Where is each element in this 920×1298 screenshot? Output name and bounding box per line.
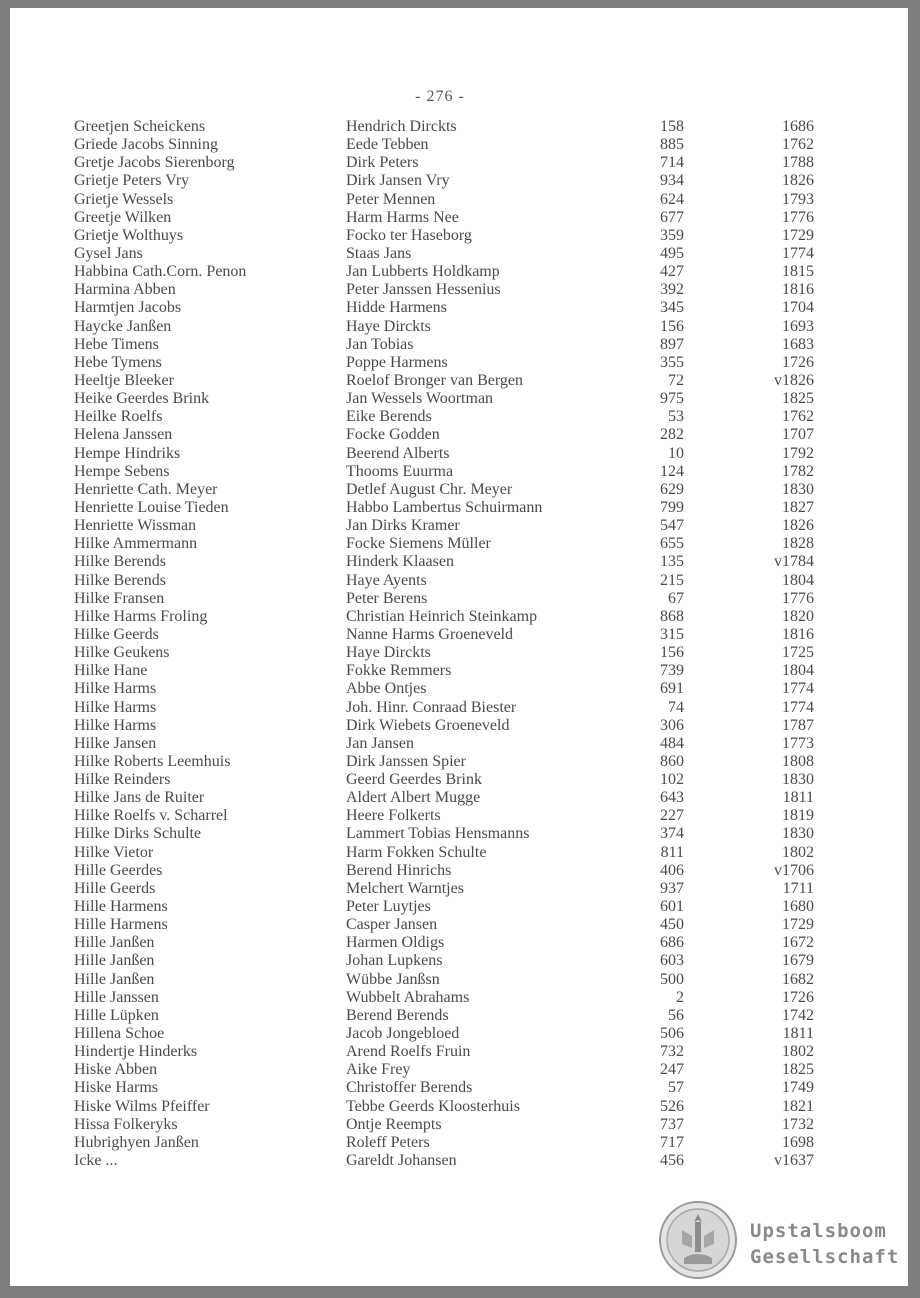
spouse-cell: Geerd Geerdes Brink xyxy=(346,771,482,789)
number-cell: 74 xyxy=(668,698,684,716)
year-cell: 1732 xyxy=(782,1115,814,1133)
number-cell: 282 xyxy=(660,426,684,444)
year-cell: 1830 xyxy=(782,480,814,498)
table-row xyxy=(74,608,834,626)
spouse-cell: Berend Hinrichs xyxy=(346,861,452,879)
spouse-cell: Staas Jans xyxy=(346,244,412,262)
table-row xyxy=(74,590,834,608)
name-cell: Hilke Roelfs v. Scharrel xyxy=(74,807,228,825)
year-cell: 1808 xyxy=(782,752,814,770)
spouse-cell: Aldert Albert Mugge xyxy=(346,789,481,807)
spouse-cell: Jan Wessels Woortman xyxy=(346,390,494,408)
spouse-cell: Roleff Peters xyxy=(346,1133,430,1151)
table-row xyxy=(74,626,834,644)
year-cell: 1816 xyxy=(782,281,814,299)
spouse-cell: Ontje Reempts xyxy=(346,1115,442,1133)
name-cell: Gysel Jans xyxy=(74,244,143,262)
table-row xyxy=(74,572,834,590)
spouse-cell: Tebbe Geerds Kloosterhuis xyxy=(346,1097,520,1115)
year-cell: 1683 xyxy=(782,335,814,353)
name-cell: Helena Janssen xyxy=(74,426,173,444)
table-row xyxy=(74,245,834,263)
table-row xyxy=(74,227,834,245)
year-cell: 1830 xyxy=(782,771,814,789)
spouse-cell: Abbe Ontjes xyxy=(346,680,427,698)
table-row xyxy=(74,118,834,136)
table-row xyxy=(74,408,834,426)
number-cell: 860 xyxy=(660,752,684,770)
number-cell: 345 xyxy=(660,299,684,317)
spouse-cell: Eike Berends xyxy=(346,408,432,426)
number-cell: 72 xyxy=(668,371,684,389)
spouse-cell: Habbo Lambertus Schuirmann xyxy=(346,498,543,516)
spouse-cell: Joh. Hinr. Conraad Biester xyxy=(346,698,517,716)
year-cell: 1811 xyxy=(782,789,814,807)
name-cell: Hille Janßen xyxy=(74,970,155,988)
year-cell: 1680 xyxy=(782,898,814,916)
number-cell: 677 xyxy=(660,208,684,226)
name-cell: Hindertje Hinderks xyxy=(74,1043,198,1061)
name-cell: Hilke Berends xyxy=(74,571,166,589)
spouse-cell: Fokke Remmers xyxy=(346,662,452,680)
table-row xyxy=(74,952,834,970)
year-cell: 1776 xyxy=(782,589,814,607)
number-cell: 547 xyxy=(660,517,684,535)
year-cell: 1792 xyxy=(782,444,814,462)
spouse-cell: Christian Heinrich Steinkamp xyxy=(346,607,538,625)
year-cell: 1826 xyxy=(782,517,814,535)
spouse-cell: Nanne Harms Groeneveld xyxy=(346,625,514,643)
spouse-cell: Berend Berends xyxy=(346,1006,449,1024)
spouse-cell: Heere Folkerts xyxy=(346,807,441,825)
number-cell: 392 xyxy=(660,281,684,299)
spouse-cell: Arend Roelfs Fruin xyxy=(346,1043,471,1061)
table-row xyxy=(74,971,834,989)
name-cell: Hiske Harms xyxy=(74,1079,158,1097)
spouse-cell: Gareldt Johansen xyxy=(346,1152,457,1170)
year-cell: 1788 xyxy=(782,154,814,172)
number-cell: 603 xyxy=(660,952,684,970)
table-row xyxy=(74,1079,834,1097)
name-cell: Hille Janßen xyxy=(74,952,155,970)
table-row xyxy=(74,517,834,535)
spouse-cell: Jan Tobias xyxy=(346,335,414,353)
number-cell: 215 xyxy=(660,571,684,589)
spouse-cell: Casper Jansen xyxy=(346,916,438,934)
table-row xyxy=(74,825,834,843)
year-cell: 1820 xyxy=(782,607,814,625)
year-cell: v1784 xyxy=(774,553,814,571)
table-row xyxy=(74,916,834,934)
name-cell: Heilke Roelfs xyxy=(74,408,163,426)
name-cell: Hilke Ammermann xyxy=(74,535,198,553)
year-cell: 1742 xyxy=(782,1006,814,1024)
spouse-cell: Hendrich Dirckts xyxy=(346,118,457,135)
name-cell: Hilke Dirks Schulte xyxy=(74,825,202,843)
number-cell: 624 xyxy=(660,190,684,208)
number-cell: 714 xyxy=(660,154,684,172)
number-cell: 124 xyxy=(660,462,684,480)
table-row xyxy=(74,880,834,898)
name-cell: Heeltje Bleeker xyxy=(74,371,174,389)
year-cell: 1762 xyxy=(782,136,814,154)
year-cell: 1704 xyxy=(782,299,814,317)
spouse-cell: Beerend Alberts xyxy=(346,444,450,462)
name-cell: Hebe Timens xyxy=(74,335,159,353)
year-cell: 1782 xyxy=(782,462,814,480)
number-cell: 937 xyxy=(660,879,684,897)
number-cell: 156 xyxy=(660,317,684,335)
number-cell: 732 xyxy=(660,1043,684,1061)
spouse-cell: Jacob Jongebloed xyxy=(346,1025,460,1043)
table-row xyxy=(74,898,834,916)
name-cell: Habbina Cath.Corn. Penon xyxy=(74,263,247,281)
year-cell: 1793 xyxy=(782,190,814,208)
name-cell: Hille Harmens xyxy=(74,916,168,934)
year-cell: 1821 xyxy=(782,1097,814,1115)
name-cell: Heike Geerdes Brink xyxy=(74,390,210,408)
table-row xyxy=(74,553,834,571)
spouse-cell: Thooms Euurma xyxy=(346,462,454,480)
name-cell: Griede Jacobs Sinning xyxy=(74,136,218,154)
table-row xyxy=(74,154,834,172)
name-cell: Haycke Janßen xyxy=(74,317,172,335)
year-cell: 1773 xyxy=(782,734,814,752)
year-cell: v1826 xyxy=(774,371,814,389)
name-cell: Hilke Harms xyxy=(74,680,157,698)
table-row xyxy=(74,807,834,825)
number-cell: 10 xyxy=(668,444,684,462)
spouse-cell: Hidde Harmens xyxy=(346,299,447,317)
table-row xyxy=(74,191,834,209)
name-cell: Hilke Jansen xyxy=(74,734,157,752)
table-row xyxy=(74,717,834,735)
table-row xyxy=(74,535,834,553)
number-cell: 500 xyxy=(660,970,684,988)
name-cell: Hebe Tymens xyxy=(74,353,162,371)
spouse-cell: Peter Luytjes xyxy=(346,898,431,916)
number-cell: 526 xyxy=(660,1097,684,1115)
number-cell: 67 xyxy=(668,589,684,607)
number-cell: 135 xyxy=(660,553,684,571)
number-cell: 484 xyxy=(660,734,684,752)
number-cell: 495 xyxy=(660,244,684,262)
number-cell: 306 xyxy=(660,716,684,734)
year-cell: 1816 xyxy=(782,625,814,643)
year-cell: 1804 xyxy=(782,662,814,680)
number-cell: 686 xyxy=(660,934,684,952)
number-cell: 975 xyxy=(660,390,684,408)
name-cell: Hilke Reinders xyxy=(74,771,171,789)
table-row xyxy=(74,209,834,227)
year-cell: 1726 xyxy=(782,353,814,371)
number-cell: 158 xyxy=(660,118,684,135)
spouse-cell: Harmen Oldigs xyxy=(346,934,445,952)
number-cell: 885 xyxy=(660,136,684,154)
name-cell: Hille Geerds xyxy=(74,879,156,897)
year-cell: 1774 xyxy=(782,680,814,698)
number-cell: 315 xyxy=(660,625,684,643)
name-cell: Hillena Schoe xyxy=(74,1025,165,1043)
table-row xyxy=(74,136,834,154)
table-row xyxy=(74,499,834,517)
number-cell: 691 xyxy=(660,680,684,698)
table-row xyxy=(74,336,834,354)
table-row xyxy=(74,1152,834,1170)
table-row xyxy=(74,862,834,880)
table-row xyxy=(74,644,834,662)
spouse-cell: Melchert Warntjes xyxy=(346,879,464,897)
spouse-cell: Jan Lubberts Holdkamp xyxy=(346,263,500,281)
number-cell: 799 xyxy=(660,498,684,516)
table-row xyxy=(74,680,834,698)
number-cell: 897 xyxy=(660,335,684,353)
year-cell: 1686 xyxy=(782,118,814,135)
year-cell: 1815 xyxy=(782,263,814,281)
table-row xyxy=(74,354,834,372)
name-cell: Hilke Berends xyxy=(74,553,166,571)
number-cell: 655 xyxy=(660,535,684,553)
name-cell: Hilke Jans de Ruiter xyxy=(74,789,205,807)
year-cell: 1830 xyxy=(782,825,814,843)
society-brand xyxy=(750,1218,899,1270)
spouse-cell: Haye Ayents xyxy=(346,571,427,589)
name-cell: Hilke Geerds xyxy=(74,625,159,643)
spouse-cell: Harm Fokken Schulte xyxy=(346,843,487,861)
table-row xyxy=(74,1116,834,1134)
year-cell: 1804 xyxy=(782,571,814,589)
brand-line-2: Gesellschaft xyxy=(750,1246,900,1268)
number-cell: 53 xyxy=(668,408,684,426)
spouse-cell: Dirk Wiebets Groeneveld xyxy=(346,716,510,734)
table-row xyxy=(74,390,834,408)
table-row xyxy=(74,1043,834,1061)
year-cell: 1787 xyxy=(782,716,814,734)
name-cell: Icke ... xyxy=(74,1152,118,1170)
name-cell: Hille Geerdes xyxy=(74,861,163,879)
spouse-cell: Peter Janssen Hessenius xyxy=(346,281,501,299)
spouse-cell: Focke Siemens Müller xyxy=(346,535,491,553)
number-cell: 56 xyxy=(668,1006,684,1024)
year-cell: 1672 xyxy=(782,934,814,952)
page-number: - 276 - xyxy=(415,88,465,105)
year-cell: 1825 xyxy=(782,390,814,408)
number-cell: 934 xyxy=(660,172,684,190)
number-cell: 643 xyxy=(660,789,684,807)
number-cell: 739 xyxy=(660,662,684,680)
year-cell: v1637 xyxy=(774,1152,814,1170)
number-cell: 450 xyxy=(660,916,684,934)
year-cell: 1811 xyxy=(782,1025,814,1043)
table-row xyxy=(74,771,834,789)
spouse-cell: Aike Frey xyxy=(346,1061,411,1079)
table-row xyxy=(74,789,834,807)
spouse-cell: Peter Mennen xyxy=(346,190,436,208)
spouse-cell: Detlef August Chr. Meyer xyxy=(346,480,513,498)
spouse-cell: Focko ter Haseborg xyxy=(346,226,472,244)
name-cell: Hilke Harms xyxy=(74,716,157,734)
spouse-cell: Haye Dirckts xyxy=(346,644,431,662)
table-row xyxy=(74,372,834,390)
year-cell: 1825 xyxy=(782,1061,814,1079)
year-cell: 1707 xyxy=(782,426,814,444)
spouse-cell: Focke Godden xyxy=(346,426,440,444)
spouse-cell: Haye Dirckts xyxy=(346,317,431,335)
table-row xyxy=(74,1007,834,1025)
name-cell: Henriette Cath. Meyer xyxy=(74,480,218,498)
name-cell: Hubrighyen Janßen xyxy=(74,1133,199,1151)
year-cell: 1729 xyxy=(782,226,814,244)
year-cell: 1819 xyxy=(782,807,814,825)
name-cell: Hilke Vietor xyxy=(74,843,154,861)
year-cell: 1774 xyxy=(782,698,814,716)
number-cell: 601 xyxy=(660,898,684,916)
name-cell: Greetjen Scheickens xyxy=(74,118,206,135)
name-cell: Gretje Jacobs Sierenborg xyxy=(74,154,235,172)
spouse-cell: Hinderk Klaasen xyxy=(346,553,454,571)
table-row xyxy=(74,844,834,862)
table-row xyxy=(74,662,834,680)
table-row xyxy=(74,989,834,1007)
name-cell: Hiske Wilms Pfeiffer xyxy=(74,1097,210,1115)
name-cell: Hilke Hane xyxy=(74,662,148,680)
table-row xyxy=(74,481,834,499)
name-cell: Hempe Hindriks xyxy=(74,444,181,462)
name-cell: Hissa Folkeryks xyxy=(74,1115,178,1133)
table-row xyxy=(74,445,834,463)
number-cell: 737 xyxy=(660,1115,684,1133)
number-cell: 506 xyxy=(660,1025,684,1043)
year-cell: 1762 xyxy=(782,408,814,426)
year-cell: 1725 xyxy=(782,644,814,662)
year-cell: v1706 xyxy=(774,861,814,879)
number-cell: 811 xyxy=(660,843,684,861)
number-cell: 359 xyxy=(660,226,684,244)
number-cell: 355 xyxy=(660,353,684,371)
table-row xyxy=(74,699,834,717)
year-cell: 1693 xyxy=(782,317,814,335)
year-cell: 1802 xyxy=(782,1043,814,1061)
year-cell: 1826 xyxy=(782,172,814,190)
spouse-cell: Roelof Bronger van Bergen xyxy=(346,371,523,389)
name-cell: Harmtjen Jacobs xyxy=(74,299,182,317)
spouse-cell: Christoffer Berends xyxy=(346,1079,473,1097)
year-cell: 1749 xyxy=(782,1079,814,1097)
number-cell: 227 xyxy=(660,807,684,825)
number-cell: 868 xyxy=(660,607,684,625)
spouse-cell: Harm Harms Nee xyxy=(346,208,459,226)
number-cell: 629 xyxy=(660,480,684,498)
name-cell: Hilke Geukens xyxy=(74,644,170,662)
year-cell: 1726 xyxy=(782,988,814,1006)
spouse-cell: Jan Dirks Kramer xyxy=(346,517,460,535)
name-cell: Hille Lüpken xyxy=(74,1006,159,1024)
name-cell: Hilke Roberts Leemhuis xyxy=(74,752,231,770)
spouse-cell: Wubbelt Abrahams xyxy=(346,988,470,1006)
year-cell: 1729 xyxy=(782,916,814,934)
number-cell: 156 xyxy=(660,644,684,662)
year-cell: 1698 xyxy=(782,1133,814,1151)
year-cell: 1802 xyxy=(782,843,814,861)
spouse-cell: Johan Lupkens xyxy=(346,952,443,970)
name-cell: Hilke Harms Froling xyxy=(74,607,208,625)
year-cell: 1776 xyxy=(782,208,814,226)
name-cell: Henriette Louise Tieden xyxy=(74,498,229,516)
spouse-cell: Dirk Janssen Spier xyxy=(346,752,466,770)
name-cell: Grietje Wolthuys xyxy=(74,226,184,244)
number-cell: 717 xyxy=(660,1133,684,1151)
name-cell: Harmina Abben xyxy=(74,281,176,299)
table-row xyxy=(74,299,834,317)
name-cell: Hille Janßen xyxy=(74,934,155,952)
year-cell: 1679 xyxy=(782,952,814,970)
year-cell: 1682 xyxy=(782,970,814,988)
number-cell: 406 xyxy=(660,861,684,879)
table-row xyxy=(74,318,834,336)
name-cell: Hempe Sebens xyxy=(74,462,170,480)
year-cell: 1774 xyxy=(782,244,814,262)
table-row xyxy=(74,263,834,281)
spouse-cell: Poppe Harmens xyxy=(346,353,448,371)
spouse-cell: Dirk Peters xyxy=(346,154,419,172)
name-cell: Hille Harmens xyxy=(74,898,168,916)
table-row xyxy=(74,1025,834,1043)
name-cell: Hille Janssen xyxy=(74,988,159,1006)
name-cell: Hilke Harms xyxy=(74,698,157,716)
marriage-register-list xyxy=(74,118,834,1170)
number-cell: 2 xyxy=(676,988,684,1006)
number-cell: 247 xyxy=(660,1061,684,1079)
table-row xyxy=(74,172,834,190)
name-cell: Hiske Abben xyxy=(74,1061,158,1079)
year-cell: 1827 xyxy=(782,498,814,516)
year-cell: 1711 xyxy=(782,879,814,897)
number-cell: 427 xyxy=(660,263,684,281)
name-cell: Greetje Wilken xyxy=(74,208,172,226)
year-cell: 1828 xyxy=(782,535,814,553)
name-cell: Grietje Peters Vry xyxy=(74,172,190,190)
society-seal-icon xyxy=(658,1200,738,1280)
table-row xyxy=(74,735,834,753)
brand-line-1: Upstalsboom xyxy=(750,1220,887,1242)
table-row xyxy=(74,426,834,444)
name-cell: Grietje Wessels xyxy=(74,190,174,208)
spouse-cell: Eede Tebben xyxy=(346,136,429,154)
name-cell: Hilke Fransen xyxy=(74,589,165,607)
spouse-cell: Lammert Tobias Hensmanns xyxy=(346,825,530,843)
spouse-cell: Peter Berens xyxy=(346,589,428,607)
number-cell: 456 xyxy=(660,1152,684,1170)
name-cell: Henriette Wissman xyxy=(74,517,197,535)
spouse-cell: Wübbe Janßsn xyxy=(346,970,440,988)
table-row xyxy=(74,1098,834,1116)
table-row xyxy=(74,281,834,299)
table-row xyxy=(74,463,834,481)
number-cell: 57 xyxy=(668,1079,684,1097)
spouse-cell: Jan Jansen xyxy=(346,734,414,752)
spouse-cell: Dirk Jansen Vry xyxy=(346,172,450,190)
number-cell: 102 xyxy=(660,771,684,789)
table-row xyxy=(74,1134,834,1152)
table-row xyxy=(74,934,834,952)
number-cell: 374 xyxy=(660,825,684,843)
table-row xyxy=(74,1061,834,1079)
table-row xyxy=(74,753,834,771)
